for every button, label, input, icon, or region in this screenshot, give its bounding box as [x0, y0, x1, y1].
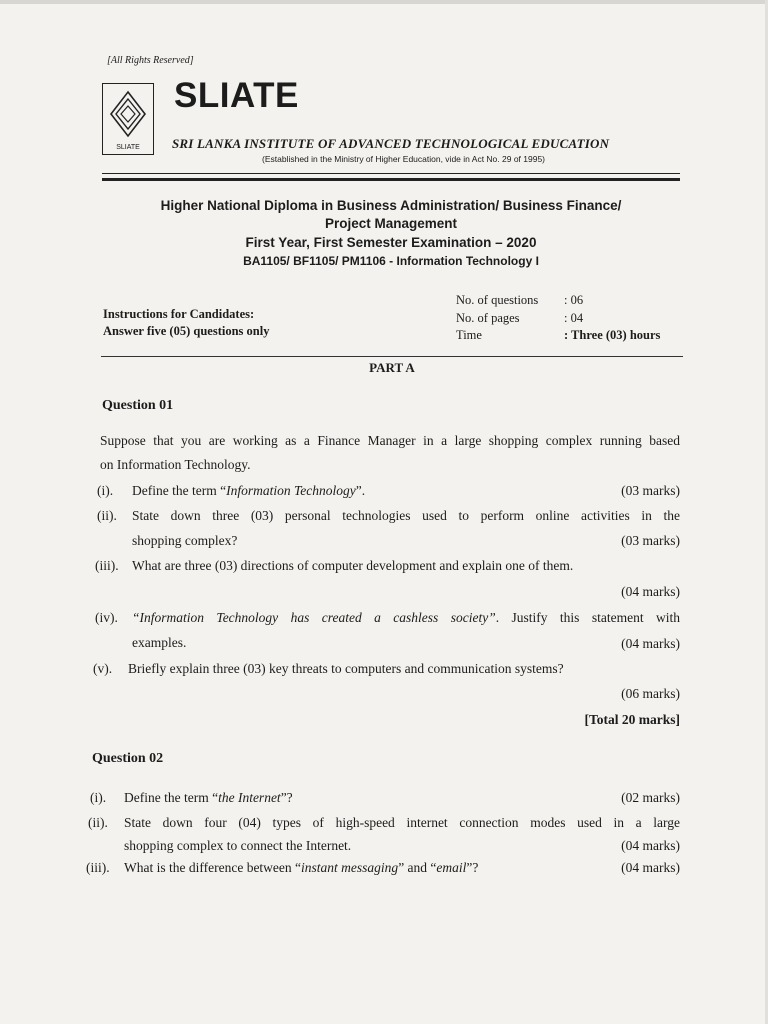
instructions-heading: Instructions for Candidates:: [103, 307, 255, 321]
course-code-title: BA1105/ BF1105/ PM1106 - Information Technology I: [243, 254, 539, 268]
q1-item-5-marks: (06 marks): [621, 686, 680, 701]
q1-intro-line2: on Information Technology.: [100, 457, 251, 472]
established-note: (Established in the Ministry of Higher Education, vide in Act No. 29 of 1995): [262, 154, 546, 164]
q1-item-5-number: (v).: [93, 661, 113, 676]
rights-reserved: [All Rights Reserved]: [107, 55, 194, 66]
diamond-emblem-icon: [109, 90, 147, 138]
programme-title-line2: Project Management: [324, 216, 458, 231]
q1-item-2-number: (ii).: [97, 508, 117, 523]
q1-item-1-marks: (03 marks): [621, 483, 680, 498]
q1-item-2-line1: State down three (03) personal technologies used to perform online activities in the: [132, 508, 680, 523]
question-02-title: Question 02: [92, 751, 164, 766]
meta-value-questions: : 06: [564, 293, 584, 307]
q2-item-3-marks: (04 marks): [621, 860, 680, 875]
q2-item-2-line1: State down four (04) types of high-speed internet connection modes used in a large: [124, 815, 680, 830]
q2-item-1-number: (i).: [90, 790, 107, 805]
part-heading: PART A: [369, 360, 415, 375]
q1-total-marks: [Total 20 marks]: [584, 712, 680, 727]
exam-title: First Year, First Semester Examination – 2020: [245, 235, 537, 250]
instructions-text: Answer five (05) questions only: [103, 324, 270, 338]
q2-item-1-marks: (02 marks): [621, 790, 680, 805]
page-edge-top: [0, 0, 768, 4]
programme-title-line1: Higher National Diploma in Business Administration/ Business Finance/: [160, 198, 622, 213]
sliate-logo: [102, 83, 154, 155]
meta-value-pages: : 04: [564, 311, 584, 325]
q1-item-1-number: (i).: [97, 483, 114, 498]
q1-item-3-number: (iii).: [95, 558, 119, 573]
q1-item-5-text: Briefly explain three (03) key threats to computers and communication systems?: [128, 661, 564, 676]
q1-item-3-marks: (04 marks): [621, 584, 680, 599]
meta-label-pages: No. of pages: [456, 311, 520, 325]
header-divider-thin: [102, 173, 680, 174]
q1-intro-line1: Suppose that you are working as a Finance Manager in a large shopping complex running based: [100, 433, 680, 448]
q1-item-2-line2: shopping complex?: [132, 533, 238, 548]
q1-item-2-marks: (03 marks): [621, 533, 680, 548]
meta-label-time: Time: [456, 328, 482, 342]
q2-item-2-marks: (04 marks): [621, 838, 680, 853]
meta-value-time: : Three (03) hours: [564, 328, 661, 342]
question-01-title: Question 01: [102, 398, 174, 413]
q2-item-3-number: (iii).: [86, 860, 110, 875]
header-divider-thick: [102, 178, 680, 181]
q1-item-3-text: What are three (03) directions of computer development and explain one of them.: [132, 558, 574, 573]
q1-item-4-line1: “Information Technology has created a cashless society”. Justify this statement with: [132, 610, 680, 625]
q2-item-3-text: What is the difference between “instant messaging” and “email”?: [124, 860, 479, 875]
q1-item-4-marks: (04 marks): [621, 636, 680, 651]
q2-item-2-line2: shopping complex to connect the Internet.: [124, 838, 352, 853]
brand-name: SLIATE: [174, 76, 299, 115]
q2-item-1-text: Define the term “the Internet”?: [124, 790, 293, 805]
institute-name: SRI LANKA INSTITUTE OF ADVANCED TECHNOLOGICAL EDUCATION: [172, 136, 610, 151]
q2-item-2-number: (ii).: [88, 815, 108, 830]
part-divider: [101, 356, 683, 357]
q1-item-1-text: Define the term “Information Technology”.: [132, 483, 366, 498]
meta-label-questions: No. of questions: [456, 293, 539, 307]
logo-caption: SLIATE: [116, 144, 140, 151]
q1-item-4-line2: examples.: [132, 635, 187, 650]
q1-item-4-number: (iv).: [95, 610, 118, 625]
